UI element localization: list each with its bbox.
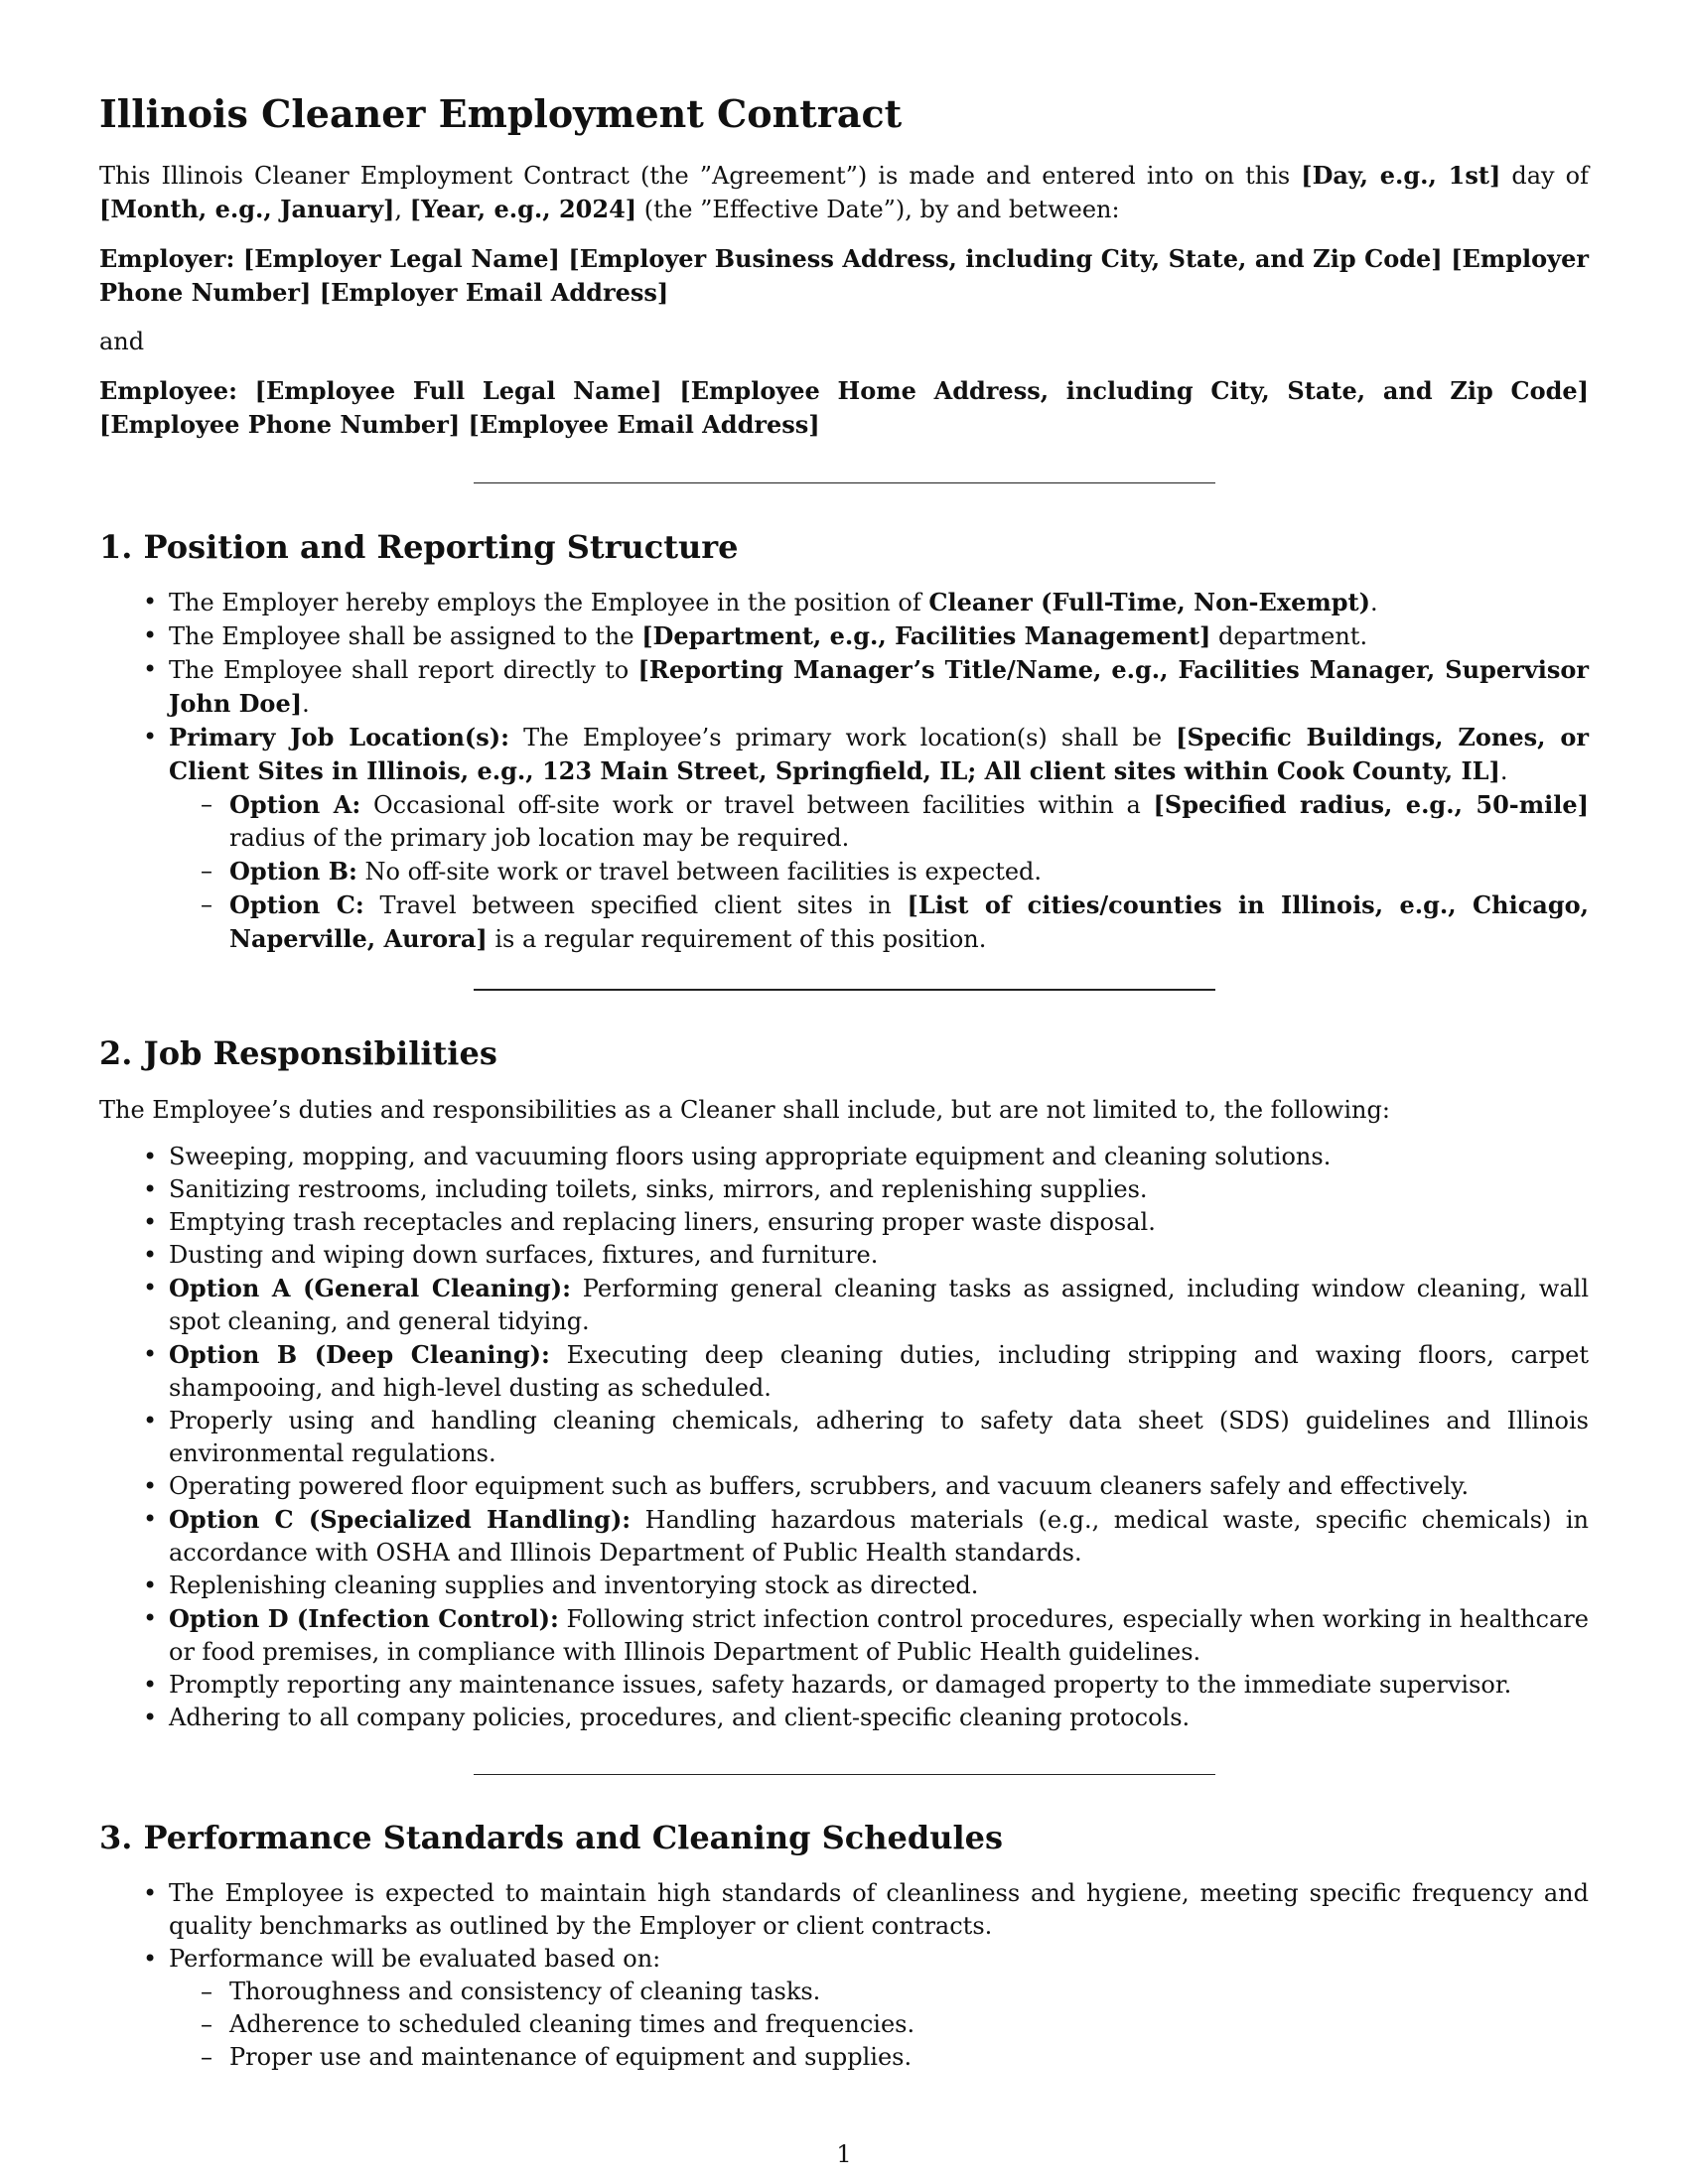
item-text: Thoroughness and consistency of cleaning tasks.: [229, 1978, 821, 2005]
list-item: [99, 586, 1589, 619]
item-text: Replenishing cleaning supplies and inventorying stock as directed.: [169, 1571, 979, 1599]
item-text: Sweeping, mopping, and vacuuming floors using appropriate equipment and cleaning solutions.: [169, 1143, 1332, 1170]
section-2-intro: [99, 1093, 1589, 1127]
list-item: [99, 1702, 1589, 1734]
page-number: 1: [836, 2140, 852, 2168]
item-bold: [List of cities/counties in Illinois, e.g., Chicago, Naperville, Aurora]: [229, 890, 1590, 953]
item-text: Performing general cleaning tasks as assigned, including window cleaning, wall spot cleaning, and general tidying.: [169, 1275, 1589, 1335]
option-label: Option C:: [229, 890, 364, 919]
section-divider: [474, 989, 1215, 991]
sub-list-item: [169, 855, 1589, 888]
intro-paragraph: [99, 159, 1589, 226]
item-text: The Employee shall be assigned to the: [169, 622, 642, 650]
option-label: Option B (Deep Cleaning):: [169, 1340, 550, 1369]
item-bold: Cleaner (Full-Time, Non-Exempt): [928, 588, 1370, 616]
item-text: .: [302, 690, 310, 718]
option-label: Option C (Specialized Handling):: [169, 1505, 632, 1534]
intro-text: (the ”Effective Date”), by and between:: [636, 196, 1120, 223]
item-text: Adherence to scheduled cleaning times and frequencies.: [229, 2010, 915, 2038]
sub-list-item: [169, 888, 1589, 956]
employer-details: Employer: [Employer Legal Name] [Employer Business Address, including City, State, and Zip Code] [Employer Phone Number] [Employer Email Address]: [99, 244, 1589, 307]
year-placeholder: [Year, e.g., 2024]: [409, 195, 637, 223]
section-3-heading: 3. Performance Standards and Cleaning Schedules: [99, 1819, 1003, 1856]
list-item: [99, 1239, 1589, 1272]
sub-list-item: [169, 788, 1589, 855]
sub-list-item: [169, 2008, 1589, 2041]
list-item: [99, 1338, 1589, 1405]
list-item: [99, 1570, 1589, 1602]
item-text: radius of the primary job location may be required.: [229, 824, 850, 852]
list-item: [99, 1272, 1589, 1338]
item-text: department.: [1210, 622, 1368, 650]
item-text: .: [1499, 757, 1508, 785]
intro-text: ,: [394, 196, 410, 223]
item-text: Promptly reporting any maintenance issues, safety hazards, or damaged property to the immediate supervisor.: [169, 1671, 1512, 1699]
intro-text: day of: [1500, 162, 1589, 190]
item-text: Adhering to all company policies, procedures, and client-specific cleaning protocols.: [169, 1704, 1191, 1731]
item-text: .: [1369, 589, 1378, 616]
item-text: The Employee shall report directly to: [169, 656, 638, 684]
item-text: is a regular requirement of this position.: [487, 925, 987, 953]
list-item: [99, 1173, 1589, 1206]
section-divider: [474, 1774, 1215, 1775]
list-item: [99, 619, 1589, 653]
item-text: Performance will be evaluated based on:: [169, 1945, 661, 1973]
item-text: Sanitizing restrooms, including toilets, sinks, mirrors, and replenishing supplies.: [169, 1175, 1148, 1203]
item-text: No off-site work or travel between facilities is expected.: [356, 858, 1043, 886]
section-divider: [474, 482, 1215, 483]
item-text: Properly using and handling cleaning chemicals, adhering to safety data sheet (SDS) guidelines and Illinois environmental regulations.: [169, 1407, 1589, 1467]
item-label: Primary Job Location(s):: [169, 723, 509, 751]
item-bold: [Specified radius, e.g., 50-mile]: [1153, 790, 1589, 819]
section-2-list: [99, 1141, 1589, 1734]
section-intro-text: The Employee’s duties and responsibilities as a Cleaner shall include, but are not limited to, the following:: [99, 1096, 1390, 1124]
list-item: [99, 653, 1589, 721]
employer-block: [99, 242, 1589, 310]
item-text: Executing deep cleaning duties, including stripping and waxing floors, carpet shampooing, and high-level dusting as scheduled.: [169, 1341, 1589, 1402]
item-text: Travel between specified client sites in: [363, 891, 908, 919]
item-bold: [Department, e.g., Facilities Management]: [641, 621, 1211, 650]
list-item: [99, 1669, 1589, 1702]
item-bold: [Specific Buildings, Zones, or Client Sites in Illinois, e.g., 123 Main Street, Springfield, IL; All client sites within Cook County, IL]: [169, 723, 1589, 785]
month-placeholder: [Month, e.g., January]: [99, 195, 395, 223]
item-text: Handling hazardous materials (e.g., medical waste, specific chemicals) in accordance with OSHA and Illinois Department of Public Health standards.: [169, 1506, 1589, 1567]
list-item: [99, 721, 1589, 956]
item-text: The Employee’s primary work location(s) shall be: [509, 724, 1177, 751]
item-text: Following strict infection control procedures, especially when working in healthcare or food premises, in compliance with Illinois Department of Public Health guidelines.: [169, 1605, 1589, 1666]
item-text: The Employee is expected to maintain high standards of cleanliness and hygiene, meeting specific frequency and quality benchmarks as outlined by the Employer or client contracts.: [169, 1879, 1589, 1940]
sub-list-item: [169, 2041, 1589, 2074]
option-label: Option B:: [229, 857, 357, 886]
list-item: [99, 1877, 1589, 1943]
item-text: Occasional off-site work or travel between facilities within a: [360, 791, 1154, 819]
option-label: Option A:: [229, 790, 361, 819]
item-bold: [Reporting Manager’s Title/Name, e.g., Facilities Manager, Supervisor John Doe]: [169, 655, 1590, 718]
section-3-list: [99, 1877, 1589, 2074]
list-item: [99, 1141, 1589, 1173]
option-label: Option A (General Cleaning):: [169, 1274, 571, 1302]
list-item: [99, 1470, 1589, 1503]
list-item: [99, 1602, 1589, 1669]
sub-list-item: [169, 1976, 1589, 2008]
and-text: and: [99, 328, 145, 355]
list-item: [99, 1405, 1589, 1470]
document-title: Illinois Cleaner Employment Contract: [99, 91, 903, 136]
list-item: [99, 1503, 1589, 1570]
item-text: Proper use and maintenance of equipment and supplies.: [229, 2043, 913, 2071]
and-line: [99, 325, 1589, 358]
intro-text: This Illinois Cleaner Employment Contract (the ”Agreement”) is made and entered into on this: [99, 162, 1302, 190]
section-1-heading: 1. Position and Reporting Structure: [99, 528, 739, 566]
item-text: Dusting and wiping down surfaces, fixtures, and furniture.: [169, 1241, 879, 1269]
day-placeholder: [Day, e.g., 1st]: [1301, 161, 1501, 190]
item-text: Emptying trash receptacles and replacing liners, ensuring proper waste disposal.: [169, 1208, 1156, 1236]
section-2-heading: 2. Job Responsibilities: [99, 1034, 497, 1072]
employee-details: Employee: [Employee Full Legal Name] [Employee Home Address, including City, State, and Zip Code] [Employee Phone Number] [Employee Email Address]: [99, 376, 1589, 439]
list-item: [99, 1943, 1589, 2074]
list-item: [99, 1206, 1589, 1239]
option-label: Option D (Infection Control):: [169, 1604, 559, 1633]
item-text: Operating powered floor equipment such as buffers, scrubbers, and vacuum cleaners safely and effectively.: [169, 1472, 1470, 1500]
employee-block: [99, 374, 1589, 442]
item-text: The Employer hereby employs the Employee in the position of: [169, 589, 929, 616]
section-1-list: [99, 586, 1589, 956]
